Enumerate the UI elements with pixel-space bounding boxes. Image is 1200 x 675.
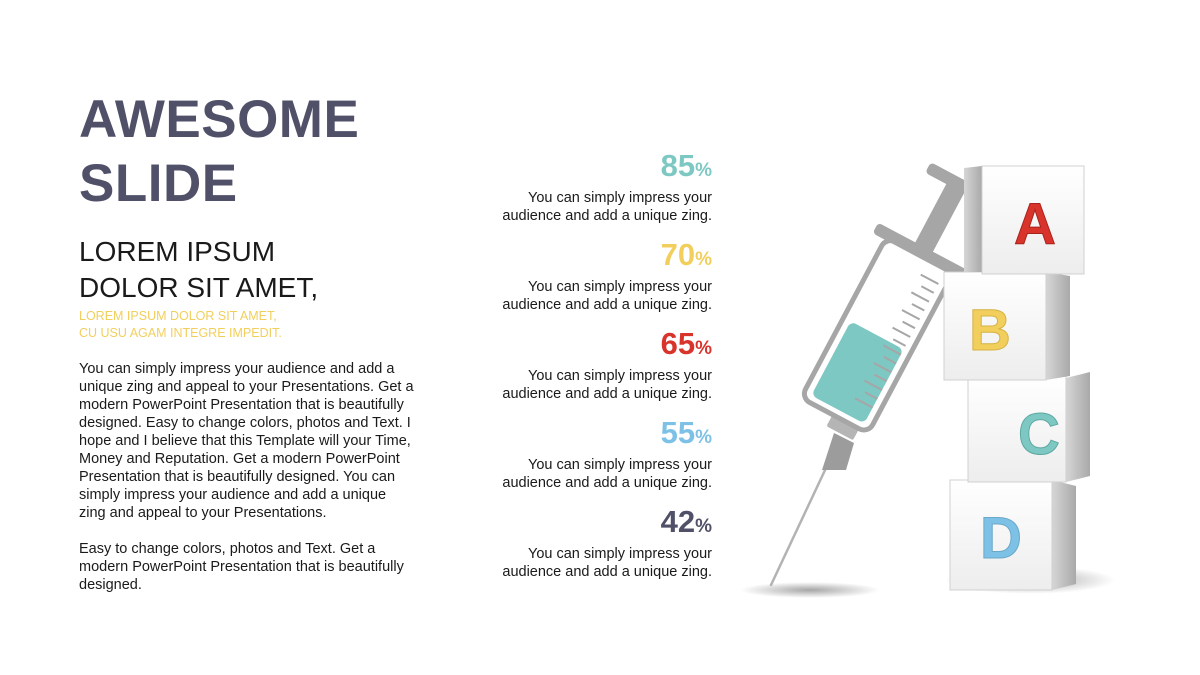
stat-number: 85 <box>660 148 696 183</box>
syringe-blocks-illustration <box>730 150 1130 620</box>
stat-description-line: You can simply impress your <box>527 190 712 206</box>
block-b <box>944 272 1070 380</box>
body-line: designed. <box>79 577 142 593</box>
stat-description-line: audience and add a unique zing. <box>502 386 712 402</box>
body-line: hope and I believe that this Template will your Time, <box>79 433 411 449</box>
body-line: simply impress your audience and add a unique <box>79 487 387 503</box>
stat-value <box>470 148 712 189</box>
body-line: You can simply impress your audience and add a <box>79 361 395 377</box>
block-a <box>964 166 1084 274</box>
stat-item <box>470 148 712 225</box>
block-letter-d: D <box>980 506 1022 571</box>
stat-description <box>470 367 712 403</box>
stat-unit: % <box>695 160 712 181</box>
subtitle-line-2: DOLOR SIT AMET, <box>79 272 319 303</box>
stat-description-line: audience and add a unique zing. <box>502 208 712 224</box>
title-line-2: SLIDE <box>79 154 238 213</box>
stat-item <box>470 415 712 492</box>
stat-item <box>470 237 712 314</box>
stat-description <box>470 456 712 492</box>
stat-unit: % <box>695 338 712 359</box>
block-d <box>950 480 1076 590</box>
subtitle-line-1: LOREM IPSUM <box>79 236 276 267</box>
stat-value <box>470 415 712 456</box>
stat-description-line: You can simply impress your <box>527 279 712 295</box>
slide-subtitle <box>79 234 318 306</box>
stat-item <box>470 326 712 403</box>
caption-line-2: CU USU AGAM INTEGRE IMPEDIT. <box>79 326 282 340</box>
stat-number: 70 <box>660 237 696 272</box>
body-line: unique zing and appeal to your Presentations. Get a <box>79 379 414 395</box>
stat-description-line: audience and add a unique zing. <box>502 564 712 580</box>
body-line: Money and Reputation. Get a modern PowerPoint <box>79 451 400 467</box>
body-line: modern PowerPoint Presentation that is beautifully <box>79 559 404 575</box>
block-letter-a: A <box>1014 192 1056 257</box>
body-line: Easy to change colors, photos and Text. Get a <box>79 541 376 557</box>
stat-item <box>470 504 712 581</box>
body-line: modern PowerPoint Presentation that is beautifully <box>79 397 404 413</box>
body-line: Presentation that is beautifully designed. You can <box>79 469 396 485</box>
body-line: designed. Easy to change colors, photos and Text. I <box>79 415 411 431</box>
slide-caption <box>79 308 282 342</box>
slide-title <box>79 88 359 216</box>
paragraph-gap <box>79 522 439 540</box>
body-text <box>79 360 439 594</box>
stat-description-line: You can simply impress your <box>527 546 712 562</box>
caption-line-1: LOREM IPSUM DOLOR SIT AMET, <box>79 309 277 323</box>
stat-unit: % <box>695 516 712 537</box>
stat-number: 42 <box>660 504 696 539</box>
stat-description <box>470 545 712 581</box>
stat-value <box>470 326 712 367</box>
stat-unit: % <box>695 427 712 448</box>
block-c <box>968 372 1090 482</box>
body-line: zing and appeal to your Presentations. <box>79 505 327 521</box>
syringe-shadow <box>740 582 880 598</box>
stat-unit: % <box>695 249 712 270</box>
stat-value <box>470 504 712 545</box>
stat-description-line: You can simply impress your <box>527 368 712 384</box>
title-line-1: AWESOME <box>79 90 360 149</box>
stat-number: 65 <box>660 326 696 361</box>
block-letter-b: B <box>969 298 1011 363</box>
block-letter-c: C <box>1018 402 1060 467</box>
stat-value <box>470 237 712 278</box>
stat-number: 55 <box>660 415 696 450</box>
stat-description <box>470 189 712 225</box>
stat-description <box>470 278 712 314</box>
stat-description-line: audience and add a unique zing. <box>502 297 712 313</box>
stat-description-line: audience and add a unique zing. <box>502 475 712 491</box>
stat-description-line: You can simply impress your <box>527 457 712 473</box>
